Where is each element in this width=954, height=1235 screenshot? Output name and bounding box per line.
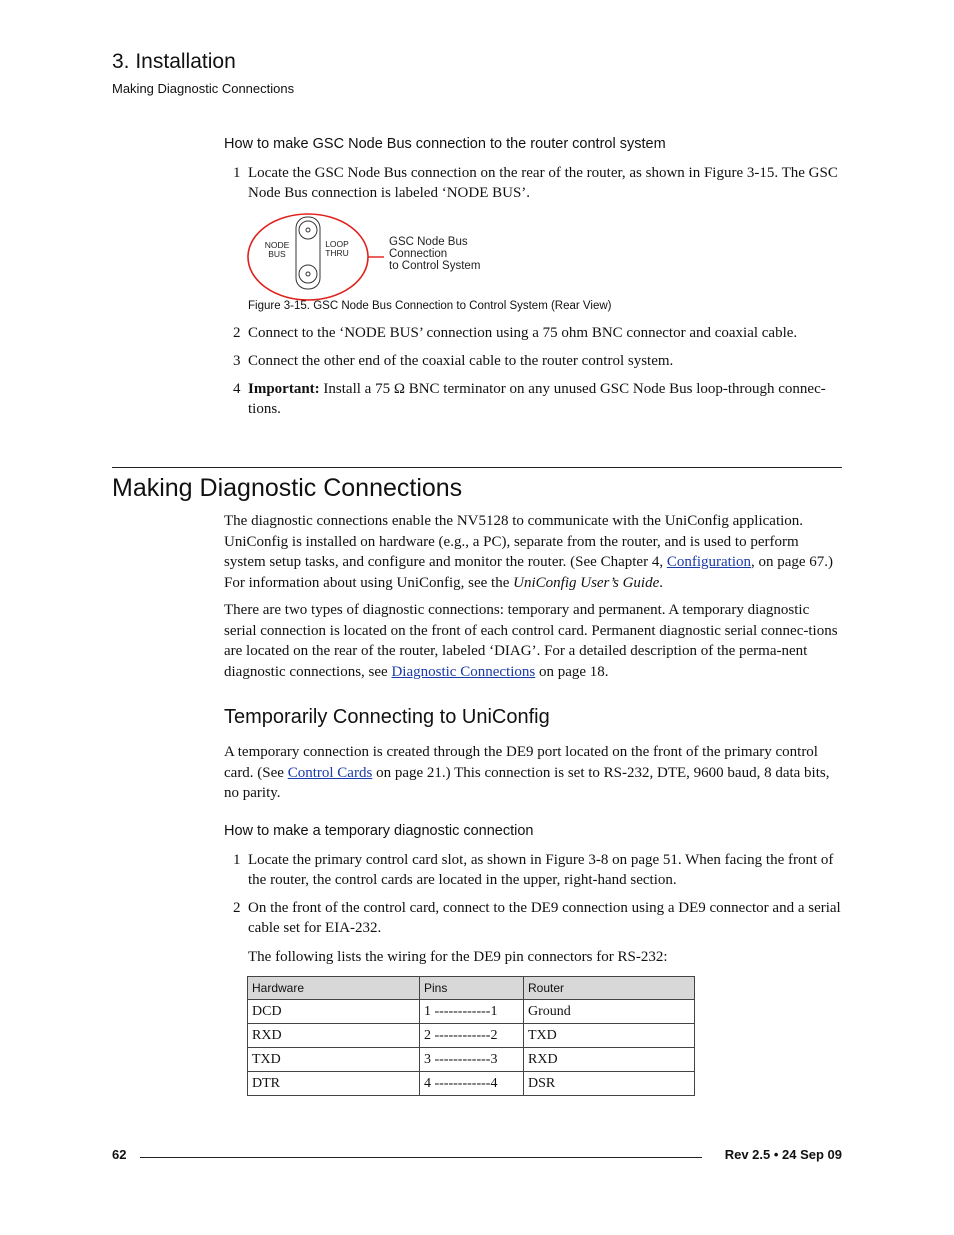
page-number: 62 xyxy=(112,1147,127,1162)
important-label: Important: xyxy=(248,381,320,397)
table-header-row xyxy=(248,977,695,1000)
step-text: Locate the GSC Node Bus connection on the rear of the router, as shown in Figure 3-15. The GSC Node Bus connection is labeled ‘NODE BUS’. xyxy=(248,165,838,201)
table-cell: DSR xyxy=(524,1072,695,1096)
text-run: on page 18. xyxy=(535,663,609,680)
section-running-head: Making Diagnostic Connections xyxy=(112,81,295,96)
bnc-connector-top-icon xyxy=(299,221,317,239)
step-number: 2 xyxy=(233,325,241,341)
step-text: On the front of the control card, connect to the DE9 connection using a DE9 connector and a serial cable set for EIA-232. xyxy=(248,900,841,936)
callout-text-1: GSC Node Bus xyxy=(389,236,468,248)
subsection-title: Temporarily Connecting to UniConfig xyxy=(224,706,550,728)
section-divider xyxy=(112,467,842,468)
bnc-connector-bottom-icon xyxy=(299,265,317,283)
table-cell: RXD xyxy=(524,1048,695,1072)
text-run: , on page 67.) For information about using UniConfig, see the xyxy=(224,554,834,591)
control-cards-link[interactable]: Control Cards xyxy=(287,764,373,781)
text-run: The diagnostic connections enable the NV5128 to communicate with the UniConfig application. UniConfig is installed on hardware (e.g., a PC), separate from the router, and is used to perform system setup tasks, and configure and monitor the router. (See Chapter 4, xyxy=(224,513,804,570)
text-run: A temporary connection is created through the DE9 port located on the front of the primary control card. (See xyxy=(224,744,818,781)
table-cell: DCD xyxy=(248,1000,420,1024)
chapter-title: 3. Installation xyxy=(112,50,236,73)
table-cell: TXD xyxy=(248,1048,420,1072)
table-cell: 1 ------------1 xyxy=(420,1000,524,1024)
diag-paragraph-2 xyxy=(224,600,844,682)
text-run: on page 21.) This connection is set to RS-232, DTE, 9600 baud, 8 data bits, no parity. xyxy=(224,764,830,801)
label-bus: BUS xyxy=(268,249,286,259)
column-header-pins: Pins xyxy=(420,977,524,1000)
temp-procedure-heading: How to make a temporary diagnostic connection xyxy=(224,823,534,839)
step-text: Connect the other end of the coaxial cable to the router control system. xyxy=(248,353,674,369)
step-text: Locate the primary control card slot, as shown in Figure 3-8 on page 51. When facing the front of the router, the control cards are located in the upper, right-hand section. xyxy=(248,852,834,888)
table-cell: Ground xyxy=(524,1000,695,1024)
figure-caption: Figure 3-15. GSC Node Bus Connection to Control System (Rear View) xyxy=(248,300,612,312)
step-text xyxy=(248,379,843,419)
label-loop: LOOP xyxy=(325,239,349,249)
configuration-link[interactable]: Configuration xyxy=(666,554,751,570)
table-cell: 4 ------------4 xyxy=(420,1072,524,1096)
table-cell: 3 ------------3 xyxy=(420,1048,524,1072)
step-number: 1 xyxy=(233,852,241,868)
important-text: Install a 75 Ω BNC terminator on any unused GSC Node Bus loop-through connec-tions. xyxy=(248,381,826,417)
column-header-hardware: Hardware xyxy=(248,977,420,1000)
step-number: 4 xyxy=(233,381,241,397)
step-number: 2 xyxy=(233,900,241,916)
section-title: Making Diagnostic Connections xyxy=(112,474,463,502)
table-row xyxy=(248,1000,695,1024)
callout-text-2: Connection xyxy=(389,248,448,260)
diag-paragraph-1 xyxy=(224,511,844,593)
wiring-table xyxy=(247,976,695,1096)
table-cell: 2 ------------2 xyxy=(420,1024,524,1048)
nodebus-procedure-heading: How to make GSC Node Bus connection to the router control system xyxy=(224,136,666,152)
step-number: 1 xyxy=(233,165,241,181)
label-thru: THRU xyxy=(325,248,349,258)
step-text: Connect to the ‘NODE BUS’ connection using a 75 ohm BNC connector and coaxial cable. xyxy=(248,325,798,341)
guide-title: UniConfig User’s Guide xyxy=(513,574,660,591)
footer-rule xyxy=(140,1157,702,1158)
table-row xyxy=(248,1072,695,1096)
step-number: 3 xyxy=(233,353,241,369)
column-header-router: Router xyxy=(524,977,695,1000)
table-cell: TXD xyxy=(524,1024,695,1048)
text-run: There are two types of diagnostic connections: temporary and permanent. A temporary diagnostic serial connection is located on the front of each control card. Permanent diagnostic serial connec-tions are located on the rear of the router, labeled ‘DIAG’. For a detailed description of the perma-nent diagnostic connections, see xyxy=(224,602,838,680)
wiring-intro: The following lists the wiring for the DE9 pin connectors for RS-232: xyxy=(248,949,668,965)
callout-text-3: to Control System xyxy=(389,260,481,272)
table-row xyxy=(248,1048,695,1072)
gsc-node-bus-figure xyxy=(244,210,504,302)
table-cell: DTR xyxy=(248,1072,420,1096)
diagnostic-connections-link[interactable]: Diagnostic Connections xyxy=(391,663,536,680)
label-node: NODE xyxy=(264,240,290,250)
text-run: . xyxy=(659,574,664,591)
table-cell: RXD xyxy=(248,1024,420,1048)
table-row xyxy=(248,1024,695,1048)
revision-label: Rev 2.5 • 24 Sep 09 xyxy=(724,1147,842,1162)
temp-paragraph xyxy=(224,742,844,804)
